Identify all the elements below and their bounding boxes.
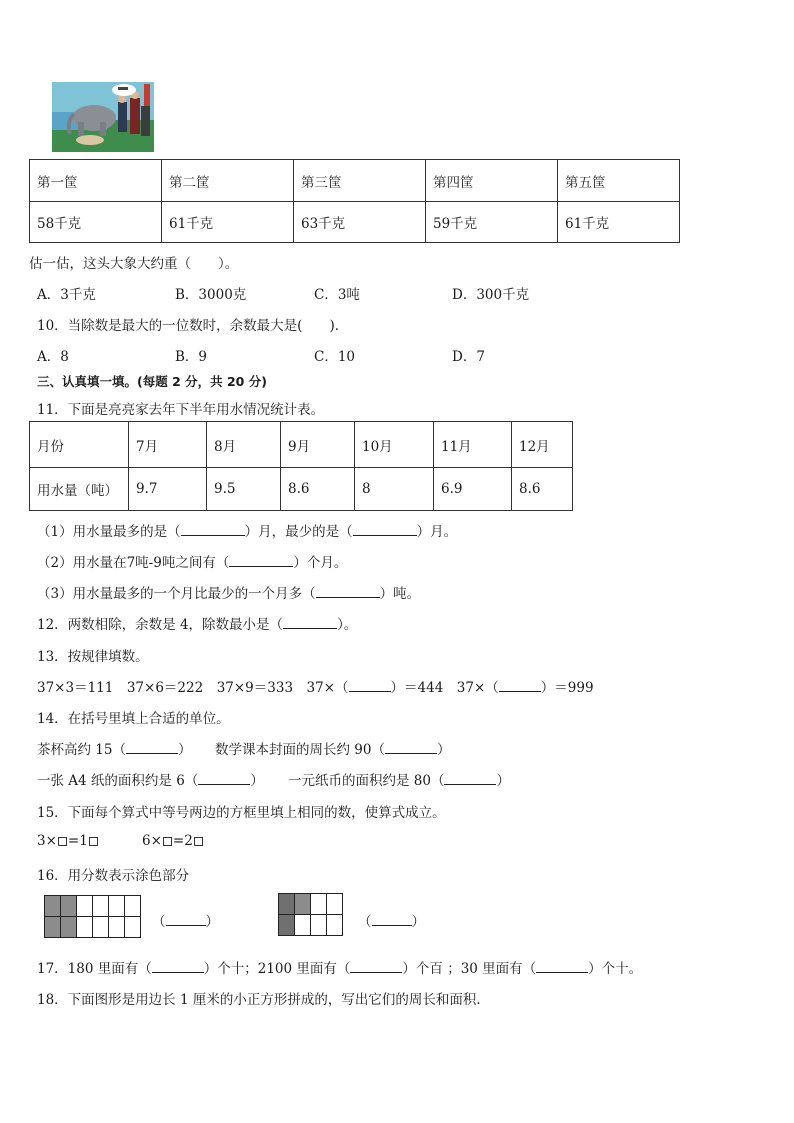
shaded-cell — [279, 894, 295, 915]
q13-line: 37×3＝111 37×6＝222 37×9＝333 37×（ ）＝444 37×（ ）＝999 — [37, 680, 594, 696]
q11-part1: （1）用水量最多的是（ ）月，最少的是（ ）月。 — [37, 524, 458, 540]
table-header-cell: 10月 — [355, 422, 434, 468]
answer-blank[interactable] — [350, 959, 402, 973]
answer-blank[interactable] — [229, 553, 293, 567]
table-cell: 8.6 — [512, 468, 573, 511]
table-header-cell: 第三筐 — [294, 160, 426, 202]
table-cell: 61千克 — [558, 202, 680, 243]
answer-blank[interactable] — [385, 740, 437, 754]
answer-blank[interactable] — [349, 678, 391, 692]
grid-cell — [311, 894, 327, 915]
grid-cell — [109, 896, 125, 917]
table-cell: 9.5 — [207, 468, 281, 511]
square-box-icon[interactable] — [89, 837, 98, 846]
table-cell: 9.7 — [129, 468, 207, 511]
q10-option-c[interactable]: C．10 — [314, 349, 356, 365]
shaded-cell — [61, 917, 77, 938]
grid-cell — [125, 917, 141, 938]
q11-part2: （2）用水量在7吨-9吨之间有（ ）个月。 — [37, 555, 348, 571]
shaded-cell — [45, 896, 61, 917]
q11-title: 11．下面是亮亮家去年下半年用水情况统计表。 — [37, 402, 325, 418]
q10-option-a[interactable]: A．8 — [37, 349, 69, 365]
table-header-cell: 7月 — [129, 422, 207, 468]
q10-option-b[interactable]: B．9 — [175, 349, 208, 365]
q14-line2-right: 一元纸币的面积约是 80（ ） — [288, 773, 510, 789]
q14-line1-right: 数学课本封面的周长约 90（ ） — [215, 742, 451, 758]
grid-cell — [93, 896, 109, 917]
shaded-cell — [295, 894, 311, 915]
baskets-weight-table — [29, 159, 680, 243]
table-cell: 8 — [355, 468, 434, 511]
q9-option-d[interactable]: D．300千克 — [452, 287, 530, 303]
q15-expr-2: 6× =2 — [142, 833, 204, 849]
q16-title: 16．用分数表示涂色部分 — [37, 868, 190, 884]
table-header-cell: 9月 — [281, 422, 355, 468]
answer-blank[interactable] — [316, 584, 380, 598]
q9-option-b[interactable]: B．3000克 — [175, 287, 247, 303]
q18-title: 18．下面图形是用边长 1 厘米的小正方形拼成的，写出它们的周长和面积． — [37, 992, 490, 1008]
table-header-cell: 第五筐 — [558, 160, 680, 202]
grid-cell — [77, 896, 93, 917]
q9-question: 估一估，这头大象大约重（ ）。 — [29, 256, 239, 272]
table-cell: 58千克 — [30, 202, 162, 243]
table-header-cell: 11月 — [434, 422, 512, 468]
grid-cell — [77, 917, 93, 938]
shaded-cell — [279, 915, 295, 936]
elephant-weighing-picture — [52, 82, 154, 152]
answer-blank[interactable] — [181, 522, 245, 536]
table-header-cell: 第四筐 — [426, 160, 558, 202]
answer-blank[interactable] — [283, 615, 337, 629]
table-cell: 59千克 — [426, 202, 558, 243]
q9-option-c[interactable]: C．3吨 — [314, 287, 360, 303]
q16-answer-2: （ ） — [358, 914, 425, 930]
fraction-grid-2 — [278, 893, 343, 936]
table-cell: 用水量（吨） — [30, 468, 129, 511]
grid-cell — [327, 915, 343, 936]
q14-line2-left: 一张 A4 纸的面积约是 6（ ） — [37, 773, 264, 789]
q16-answer-1: （ ） — [152, 914, 219, 930]
shaded-cell — [45, 917, 61, 938]
q14-line1-left: 茶杯高约 15（ ） — [37, 742, 192, 758]
answer-blank[interactable] — [198, 771, 250, 785]
answer-blank[interactable] — [353, 522, 417, 536]
answer-blank[interactable] — [499, 678, 541, 692]
table-cell: 6.9 — [434, 468, 512, 511]
q15-title: 15．下面每个算式中等号两边的方框里填上相同的数，使算式成立。 — [37, 805, 446, 821]
q10-option-d[interactable]: D．7 — [452, 349, 485, 365]
q15-expr-1: 3× =1 — [37, 833, 99, 849]
table-header-cell: 8月 — [207, 422, 281, 468]
section-title: 三、认真填一填。(每题 2 分，共 20 分) — [37, 374, 267, 389]
square-box-icon[interactable] — [163, 837, 172, 846]
table-header-cell: 月份 — [30, 422, 129, 468]
table-header-cell: 第二筐 — [162, 160, 294, 202]
shaded-cell — [61, 896, 77, 917]
grid-cell — [295, 915, 311, 936]
table-cell: 63千克 — [294, 202, 426, 243]
answer-blank[interactable] — [126, 740, 178, 754]
q11-part3: （3）用水量最多的一个月比最少的一个月多（ ）吨。 — [37, 586, 421, 602]
table-header-cell: 12月 — [512, 422, 573, 468]
q9-option-a[interactable]: A．3千克 — [37, 287, 96, 303]
table-cell: 8.6 — [281, 468, 355, 511]
square-box-icon[interactable] — [58, 837, 67, 846]
answer-blank[interactable] — [536, 959, 588, 973]
q12: 12．两数相除，余数是 4，除数最小是（ ）。 — [37, 617, 358, 633]
answer-blank[interactable] — [444, 771, 496, 785]
answer-blank[interactable] — [166, 912, 206, 926]
water-usage-table — [29, 421, 573, 511]
grid-cell — [327, 894, 343, 915]
grid-cell — [109, 917, 125, 938]
fraction-grid-1 — [44, 895, 141, 938]
grid-cell — [311, 915, 327, 936]
table-header-cell: 第一筐 — [30, 160, 162, 202]
q14-title: 14．在括号里填上合适的单位。 — [37, 711, 230, 727]
grid-cell — [93, 917, 109, 938]
q10-question: 10．当除数是最大的一位数时，余数最大是( )． — [37, 318, 349, 334]
answer-blank[interactable] — [152, 959, 204, 973]
square-box-icon[interactable] — [194, 837, 203, 846]
table-cell: 61千克 — [162, 202, 294, 243]
grid-cell — [125, 896, 141, 917]
q13-title: 13．按规律填数。 — [37, 649, 149, 665]
answer-blank[interactable] — [372, 912, 412, 926]
q17: 17．180 里面有（ ）个十；2100 里面有（ ）个百 ；30 里面有（ ）个十。 — [37, 961, 643, 977]
